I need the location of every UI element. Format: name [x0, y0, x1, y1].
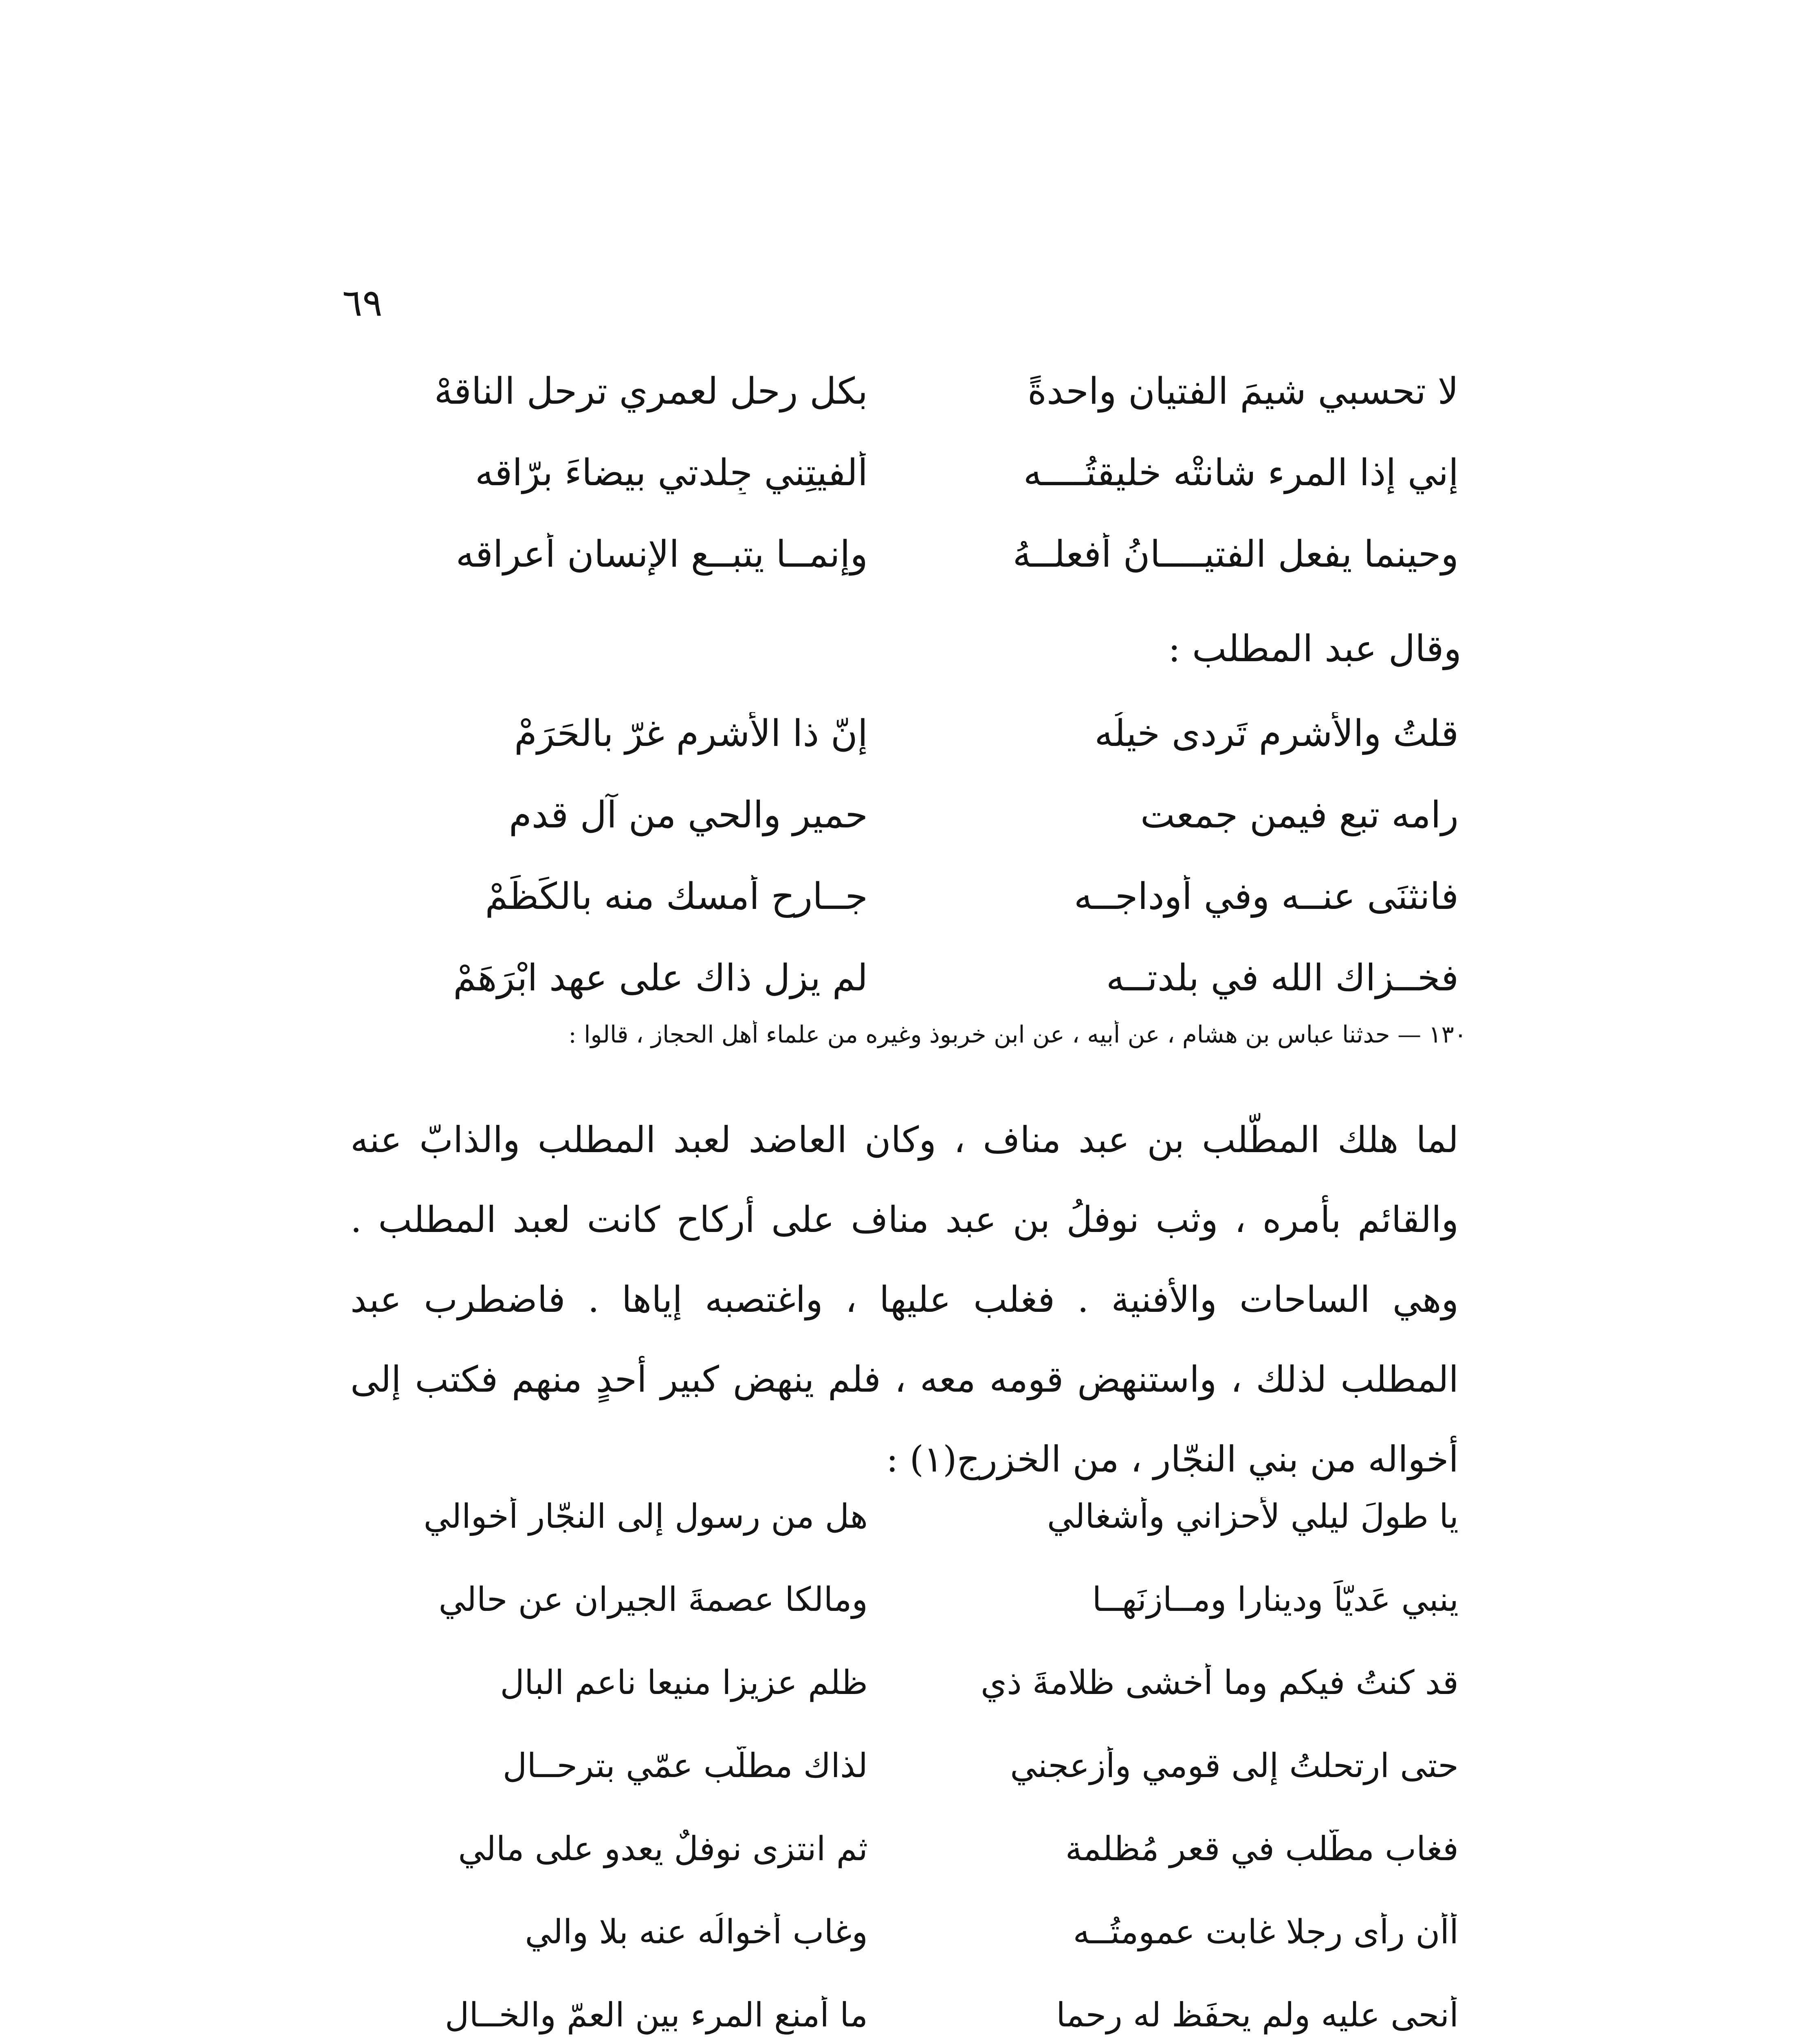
poem-2 [387, 693, 1459, 1018]
second-hemistich: حمير والحي من آل قدم [508, 793, 868, 836]
second-hemistich: ثم انتزى نوفلٌ يعدو على مالي [458, 1829, 868, 1868]
verse [387, 1475, 1459, 1558]
second-hemistich: إنّ ذا الأشرم غرّ بالحَرَمْ [514, 712, 868, 755]
second-hemistich: ألفيتِني جِلدتي بيضاءَ برّاقه [475, 451, 868, 494]
chain-of-narration: ١٣٠ — حدثنا عباس بن هشام ، عن أبيه ، عن ابن خربوذ وغيره من علماء أهل الحجاز ، قالوا : [568, 1021, 1467, 1048]
first-hemistich: وحينما يفعل الفتيــــانُ أفعلــهُ [1012, 532, 1459, 576]
poem-3 [387, 1475, 1459, 2037]
second-hemistich: ومالكا عصمةَ الجيران عن حالي [438, 1580, 868, 1619]
first-hemistich: قد كنتُ فيكم وما أخشى ظلامةَ ذي [981, 1663, 1459, 1702]
verse [387, 774, 1459, 856]
poem-1 [387, 350, 1459, 595]
second-hemistich: ظلم عزيزا منيعا ناعم البالِ [500, 1663, 868, 1702]
second-hemistich: لذاك مطلّب عمّي بترحــالِ [502, 1746, 868, 1785]
first-hemistich: أنحى عليه ولم يحفَظ له رحما [1056, 1995, 1459, 2035]
verse [387, 1641, 1459, 1724]
verse [387, 1807, 1459, 1890]
second-hemistich: جــارح أمسك منه بالكَظَمْ [485, 875, 868, 918]
verse [387, 513, 1459, 595]
verse [387, 432, 1459, 513]
prose-paragraph: لما هلك المطّلب بن عبد مناف ، وكان العاضد لعبد المطلب والذابّ عنه والقائم بأمره ، وثب نوفلُ بن عبد مناف على أركاح كانت لعبد المطلب . وهي الساحات والأفنية . فغلب عليها ، واغتصبه إياها . فاضطرب عبد المطلب لذلك ، واستنهض قومه معه ، فلم ينهض كبير أحدٍ منهم فكتب إلى أخواله من بني النجّار ، من الخزرج(١) : [350, 1119, 1459, 1480]
first-hemistich: إني إذا المرء شانتْه خليقتُــــه [1023, 451, 1459, 494]
first-hemistich: أأن رأى رجلا غابت عمومتُــه [1073, 1912, 1459, 1951]
second-hemistich: بكل رحل لعمري ترحل الناقهْ [434, 370, 868, 413]
verse [387, 1724, 1459, 1807]
second-hemistich: وغاب أخوالُه عنه بلا والي [525, 1912, 868, 1951]
poem-2-intro: وقال عبد المطلب : [1168, 627, 1461, 670]
second-hemistich: هل من رسول إلى النجّار أخوالي [423, 1497, 868, 1536]
first-hemistich: رامه تبع فيمن جمعت [1140, 793, 1459, 836]
verse [387, 1890, 1459, 1973]
first-hemistich: حتى ارتحلتُ إلى قومي وأزعجني [1010, 1746, 1459, 1785]
first-hemistich: قلتُ والأشرم تَردى خيلُه [1094, 712, 1459, 755]
verse [387, 856, 1459, 937]
verse [387, 937, 1459, 1018]
first-hemistich: فغاب مطّلب في قعر مُظلمة [1065, 1829, 1459, 1868]
verse [387, 1973, 1459, 2037]
second-hemistich: وإنمــا يتبــع الإنسان أعراقه [456, 532, 868, 576]
second-hemistich: ما أمنع المرء بين العمّ والخــال [445, 1995, 868, 2035]
first-hemistich: يا طولَ ليلي لأحزاني وأشغالي [1047, 1497, 1459, 1536]
first-hemistich: لا تحسبي شيمَ الفتيان واحدةً [1027, 370, 1459, 413]
verse [387, 350, 1459, 432]
first-hemistich: فخــزاك الله في بلدتــه [1106, 956, 1459, 999]
verse [387, 1558, 1459, 1641]
first-hemistich: فانثنَى عنــه وفي أوداجــه [1074, 875, 1459, 918]
first-hemistich: ينبي عَديّاً ودينارا ومــازنَهــا [1092, 1580, 1459, 1619]
page-number: ٦٩ [342, 281, 383, 325]
verse [387, 693, 1459, 774]
second-hemistich: لم يزل ذاك على عهد ابْرَهَمْ [453, 956, 868, 999]
